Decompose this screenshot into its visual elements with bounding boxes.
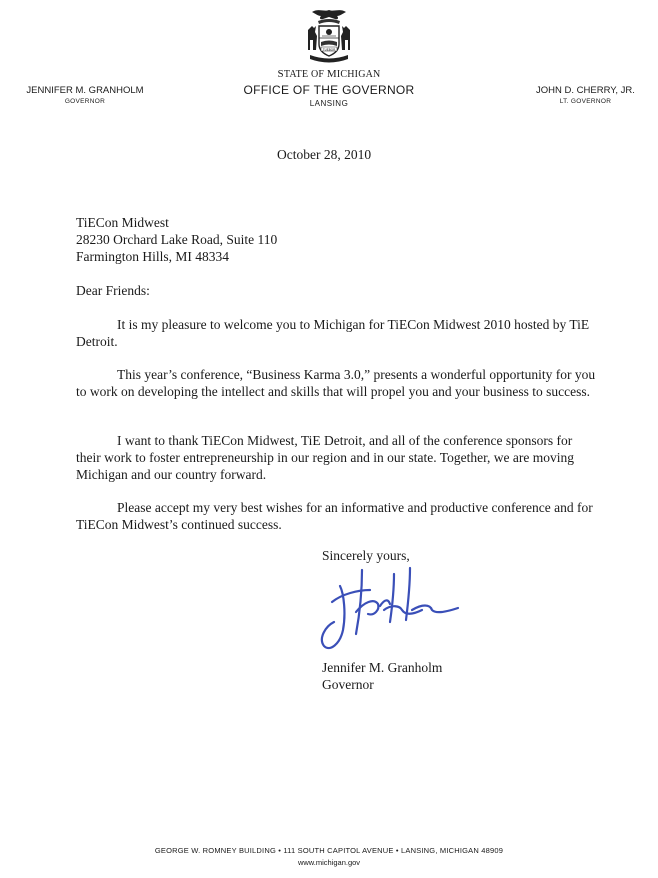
signer-title: Governor — [322, 677, 374, 692]
office-of-governor-heading: OFFICE OF THE GOVERNOR — [243, 83, 415, 97]
state-of-michigan-heading: STATE OF MICHIGAN — [277, 68, 381, 80]
footer-website: www.michigan.gov — [297, 858, 361, 867]
governor-name: JENNIFER M. GRANHOLM — [26, 85, 144, 96]
signer-block — [322, 659, 442, 693]
city-line: LANSING — [309, 99, 349, 108]
body-paragraph: This year’s conference, “Business Karma 3.0,” presents a wonderful opportunity for you to work on developing the intellect and skills that will propel you and your business to success. — [76, 367, 596, 399]
letter-date: October 28, 2010 — [277, 147, 372, 162]
address-line: 28230 Orchard Lake Road, Suite 110 — [76, 232, 278, 247]
body-paragraph: I want to thank TiECon Midwest, TiE Detroit, and all of the conference sponsors for their work to foster entrepreneurship in our region and in our state. Together, we are moving Michigan and our country forward. — [76, 433, 574, 482]
recipient-address — [76, 214, 277, 265]
salutation: Dear Friends: — [76, 283, 150, 298]
governor-title: GOVERNOR — [64, 98, 106, 105]
signer-name: Jennifer M. Granholm — [322, 660, 443, 675]
svg-text:TUEBOR: TUEBOR — [322, 47, 336, 52]
closing: Sincerely yours, — [322, 548, 410, 563]
address-line: Farmington Hills, MI 48334 — [76, 249, 230, 264]
address-line: TiECon Midwest — [76, 215, 169, 230]
lt-governor-name: JOHN D. CHERRY, JR. — [536, 85, 635, 96]
lt-governor-title: LT. GOVERNOR — [559, 98, 612, 105]
body-paragraph: It is my pleasure to welcome you to Michigan for TiECon Midwest 2010 hosted by TiE Detroit. — [76, 317, 590, 349]
handwritten-signature — [318, 564, 463, 656]
footer-address: GEORGE W. ROMNEY BUILDING • 111 SOUTH CAPITOL AVENUE • LANSING, MICHIGAN 48909 — [154, 846, 504, 855]
michigan-state-seal-icon — [304, 6, 354, 66]
body-paragraph: Please accept my very best wishes for an informative and productive conference and for TiECon Midwest’s continued success. — [76, 500, 593, 532]
